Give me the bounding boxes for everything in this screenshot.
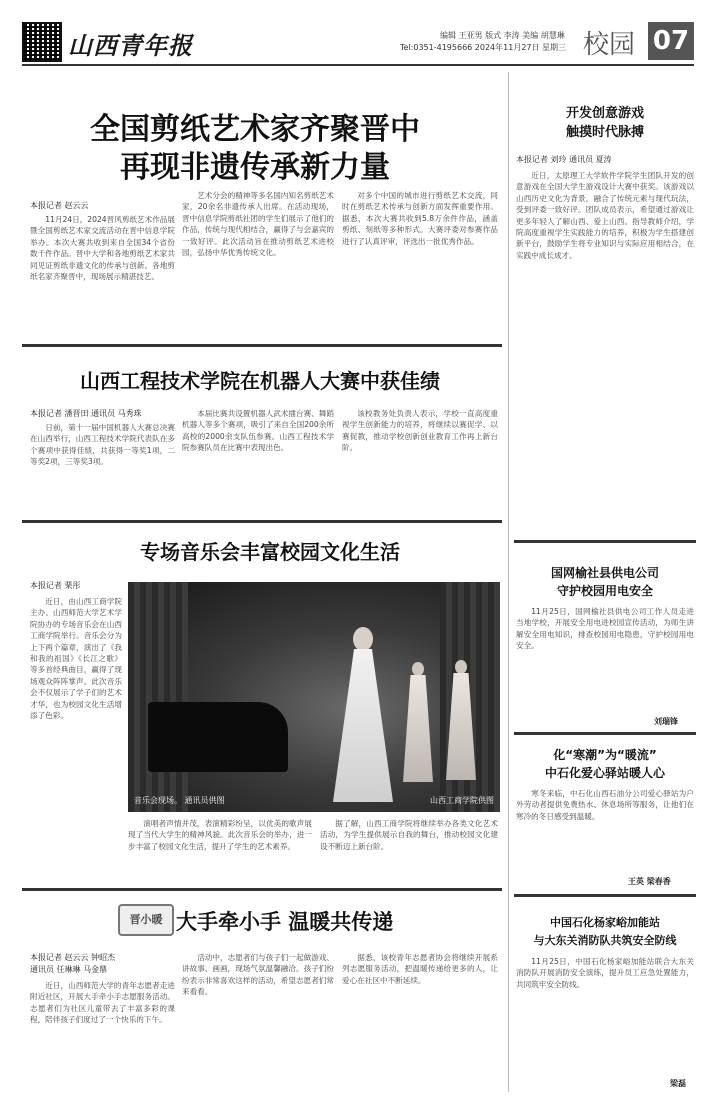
piano	[148, 702, 288, 772]
article-papercut-col1: 11月24日，2024晋风剪纸艺术作品展暨全国剪纸艺术家交流活动在晋中信息学院举办。本次大赛共收到来自全国34个省份数千件作品。晋中大学和各地剪纸艺术家共同见证剪纸非遗文化的传承与创新。各地剪纸名家齐聚晋中，现场展示精湛技艺。	[30, 215, 175, 282]
masthead-logo: 山西青年报	[68, 31, 193, 60]
concert-photo	[128, 582, 500, 812]
sidebar-fire-title-1: 中国石化杨家峪加能站	[550, 916, 660, 929]
article-robot-byline: 本报记者 潘晋田 通讯员 马秀珠	[30, 409, 142, 418]
article-bigsmall-col2: 活动中，志愿者们与孩子们一起做游戏、讲故事、画画，现场气氛温馨融洽。孩子们纷纷表示非常喜欢这样的活动，希望志愿者们常来看看。	[182, 953, 334, 997]
sidebar-fire-title-2: 与大东关消防队共筑安全防线	[533, 934, 677, 947]
photo-caption-right: 山西工商学院供图	[430, 796, 494, 805]
article-bigsmall-col1: 近日，山西师范大学的青年志愿者走进附近社区，开展大手牵小手志愿服务活动。志愿者们为社区儿童带去了丰富多彩的课程，陪伴孩子们度过了一个快乐的下午。	[30, 981, 175, 1025]
article-concert-title: 专场音乐会丰富校园文化生活	[140, 540, 400, 564]
sidebar-games-body: 近日，太原理工大学软件学院学生团队开发的创意游戏在全国大学生游戏设计大赛中获奖。该游戏以山西历史文化为背景，融合了传统元素与现代玩法，受到评委一致好评。团队成员表示，希望通过游戏让更多年轻人了解山西、爱上山西。指导教师介绍，学院高度重视学生实践能力的培养，积极为学生搭建创新平台，鼓励学生将专业知识与实际应用相结合，在实践中成长成才。	[516, 171, 694, 260]
page-number: 07	[648, 22, 694, 60]
article-papercut-col2: 艺术分会的精神等多名国内知名剪纸艺术家，20余名非遗传承人出席。在活动现场，晋中信息学院剪纸社团的学生们展示了他们的作品，传统与现代相结合，赢得了与会嘉宾的一致好评。此次活动旨在推动剪纸艺术进校园，弘扬中华优秀传统文化。	[182, 191, 334, 258]
section-name: 校园	[583, 30, 636, 60]
sidebar-sinopec-sign: 王英 梁春香	[628, 877, 671, 886]
article-bigsmall-col3: 据悉，该校青年志愿者协会将继续开展系列志愿服务活动，把温暖传递给更多的人，让爱心在社区中不断延续。	[342, 953, 498, 985]
sidebar-power-title-1: 国网榆社县供电公司	[550, 566, 659, 580]
divider	[22, 344, 502, 347]
sidebar-games-title-1: 开发创意游戏	[565, 106, 644, 121]
divider	[22, 520, 502, 523]
sidebar-fire-sign: 梁磊	[670, 1079, 686, 1088]
bigsmall-badge: 晋小暖	[118, 904, 174, 936]
qr-code-icon	[22, 22, 62, 62]
masthead-date: Tel:0351-4195666 2024年11月27日 星期三	[400, 43, 567, 52]
article-concert-col3: 据了解，山西工商学院将继续举办各类文化艺术活动，为学生提供展示自我的舞台，推动校园文化建设不断迈上新台阶。	[320, 819, 498, 851]
sidebar-power-sign: 刘瑞锋	[654, 717, 678, 726]
article-bigsmall-title: 大手牵小手 温暖共传递	[176, 910, 394, 934]
divider	[514, 540, 696, 543]
sidebar-fire-body: 11月25日，中国石化杨家峪加能站联合大东关消防队开展消防安全演练，提升员工应急处置能力，共同筑牢安全防线。	[516, 957, 694, 989]
divider	[22, 888, 502, 891]
article-bigsmall-byline: 本报记者 赵云云 钟昭杰	[30, 953, 116, 962]
sidebar-games-byline: 本报记者 刘玲 通讯员 夏涛	[516, 155, 612, 164]
article-robot-title: 山西工程技术学院在机器人大赛中获佳绩	[80, 369, 440, 393]
sidebar-sinopec-body: 寒冬来临，中石化山西石油分公司爱心驿站为户外劳动者提供免费热水、休息场所等服务，让他们在寒冷的冬日感受到温暖。	[516, 789, 694, 821]
article-papercut-col3: 对多个中国的城市进行剪纸艺术交流，同时在剪纸艺术传承与创新方面发挥重要作用。据悉，本次大赛共收到5.8万余件作品，涵盖剪纸、刻纸等多种形式。大赛评委对参赛作品进行了认真评审，评选出一批优秀作品。	[342, 191, 498, 246]
article-concert-byline: 本报记者 栗彤	[30, 581, 81, 590]
column-divider	[508, 72, 509, 1092]
article-robot-col2: 本届比赛共设置机器人武术擂台赛、舞蹈机器人等多个赛项，吸引了来自全国200余所高校的2000余支队伍参赛。山西工程技术学院参赛队员在比赛中表现出色。	[182, 409, 334, 453]
sidebar-sinopec-title-2: 中石化爱心驿站暖人心	[544, 766, 665, 780]
article-papercut-byline: 本报记者 赵云云	[30, 201, 89, 210]
sidebar-sinopec-title-1: 化“寒潮”为“暖流”	[553, 748, 657, 762]
sidebar-power-body: 11月25日，国网榆社县供电公司工作人员走进当地学校，开展安全用电进校园宣传活动，为师生讲解安全用电知识，排查校园用电隐患，守护校园用电安全。	[516, 607, 694, 651]
masthead-rule	[22, 64, 694, 66]
photo-caption-left: 音乐会现场。 通讯员供图	[134, 796, 225, 805]
article-bigsmall-byline2: 通讯员 任琳琳 马金鼎	[30, 965, 108, 974]
article-robot-col3: 该校教务处负责人表示，学校一直高度重视学生创新能力的培养，将继续以赛促学、以赛促教，推动学校创新创业教育工作再上新台阶。	[342, 409, 498, 453]
masthead-editors: 编辑 王亚男 版式 李涛 美编 胡慧琳	[440, 31, 565, 40]
article-concert-col1: 近日，由山西工商学院主办、山西师范大学艺术学院协办的专场音乐会在山西工商学院举行。音乐会分为上下两个篇章，演出了《我和我的祖国》《长江之歌》等多首经典曲目，赢得了现场观众阵阵掌声。此次音乐会不仅展示了学子们的艺术才华，也为校园文化生活增添了色彩。	[30, 597, 122, 721]
sidebar-games-title-2: 触摸时代脉搏	[565, 125, 644, 140]
article-concert-col2: 演唱者声情并茂，表演精彩纷呈，以优美的歌声展现了当代大学生的精神风貌。此次音乐会的举办，进一步丰富了校园文化生活，提升了学生的艺术素养。	[128, 819, 312, 851]
article-papercut-title-1: 全国剪纸艺术家齐聚晋中	[90, 112, 420, 147]
article-papercut-title-2: 再现非遗传承新力量	[120, 150, 390, 185]
divider	[514, 894, 696, 897]
divider	[514, 732, 696, 735]
sidebar-power-title-2: 守护校园用电安全	[556, 584, 653, 598]
article-robot-col1: 日前，第十一届中国机器人大赛总决赛在山西举行，山西工程技术学院代表队在多个赛项中获得佳绩，共获得一等奖1项，二等奖2项，三等奖3项。	[30, 423, 175, 467]
singer	[333, 627, 393, 802]
